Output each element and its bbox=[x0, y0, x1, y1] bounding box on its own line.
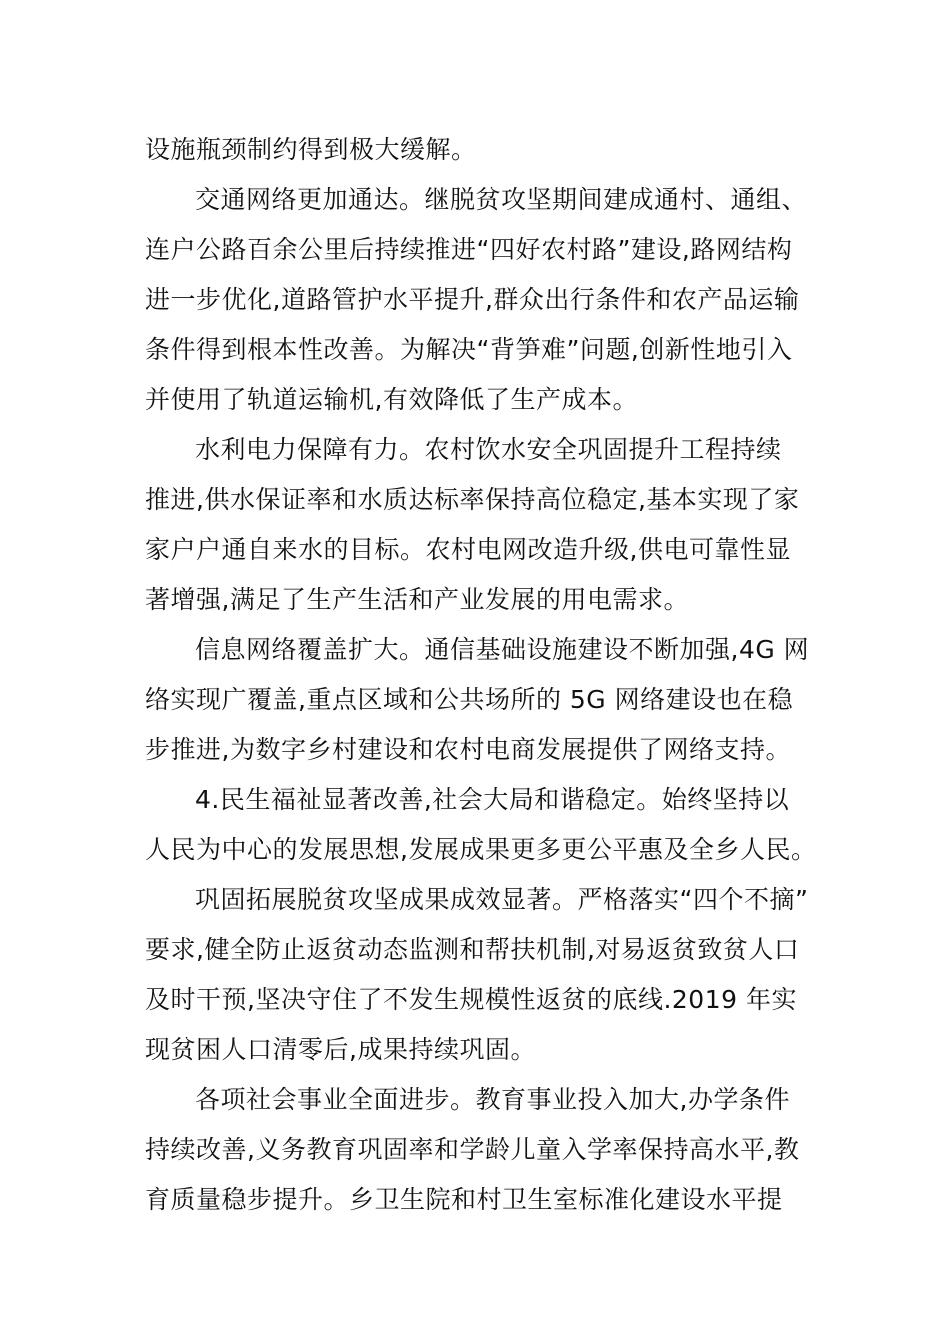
text-line: 育质量稳步提升。乡卫生院和村卫生室标准化建设水平提 bbox=[145, 1185, 783, 1214]
text-line: 推进,供水保证率和水质达标率保持高位稳定,基本实现了家 bbox=[145, 485, 800, 514]
text-line: 并使用了轨道运输机,有效降低了生产成本。 bbox=[145, 385, 638, 414]
paragraph-first-line: 巩固拓展脱贫攻坚成果成效显著。严格落实“四个不摘” bbox=[195, 885, 809, 914]
text-line: 进一步优化,道路管护水平提升,群众出行条件和农产品运输 bbox=[145, 285, 800, 314]
text-line: 持续改善,义务教育巩固率和学龄儿童入学率保持高水平,教 bbox=[145, 1135, 800, 1164]
paragraph-first-line: 各项社会事业全面进步。教育事业投入加大,办学条件 bbox=[195, 1085, 790, 1114]
text-line: 家户户通自来水的目标。农村电网改造升级,供电可靠性显 bbox=[145, 535, 791, 564]
text-line: 络实现广覆盖,重点区域和公共场所的 5G 网络建设也在稳 bbox=[145, 685, 794, 714]
text-line: 连户公路百余公里后持续推进“四好农村路”建设,路网结构 bbox=[145, 235, 793, 264]
paragraph-first-line: 水利电力保障有力。农村饮水安全巩固提升工程持续 bbox=[195, 435, 782, 464]
paragraph-first-line: 信息网络覆盖扩大。通信基础设施建设不断加强,4G 网 bbox=[195, 635, 810, 664]
text-line: 人民为中心的发展思想,发展成果更多更公平惠及全乡人民。 bbox=[145, 835, 817, 864]
paragraph-first-line: 交通网络更加通达。继脱贫攻坚期间建成通村、通组、 bbox=[195, 185, 808, 214]
text-line: 著增强,满足了生产生活和产业发展的用电需求。 bbox=[145, 585, 689, 614]
text-line: 设施瓶颈制约得到极大缓解。 bbox=[145, 135, 477, 164]
text-line: 步推进,为数字乡村建设和农村电商发展提供了网络支持。 bbox=[145, 735, 791, 764]
section-heading-line: 4.民生福祉显著改善,社会大局和谐稳定。始终坚持以 bbox=[195, 785, 790, 814]
text-line: 要求,健全防止返贫动态监测和帮扶机制,对易返贫致贫人口 bbox=[145, 935, 800, 964]
text-line: 现贫困人口清零后,成果持续巩固。 bbox=[145, 1035, 536, 1064]
text-line: 条件得到根本性改善。为解决“背笋难”问题,创新性地引入 bbox=[145, 335, 793, 364]
text-line: 及时干预,坚决守住了不发生规模性返贫的底线.2019 年实 bbox=[145, 985, 797, 1014]
